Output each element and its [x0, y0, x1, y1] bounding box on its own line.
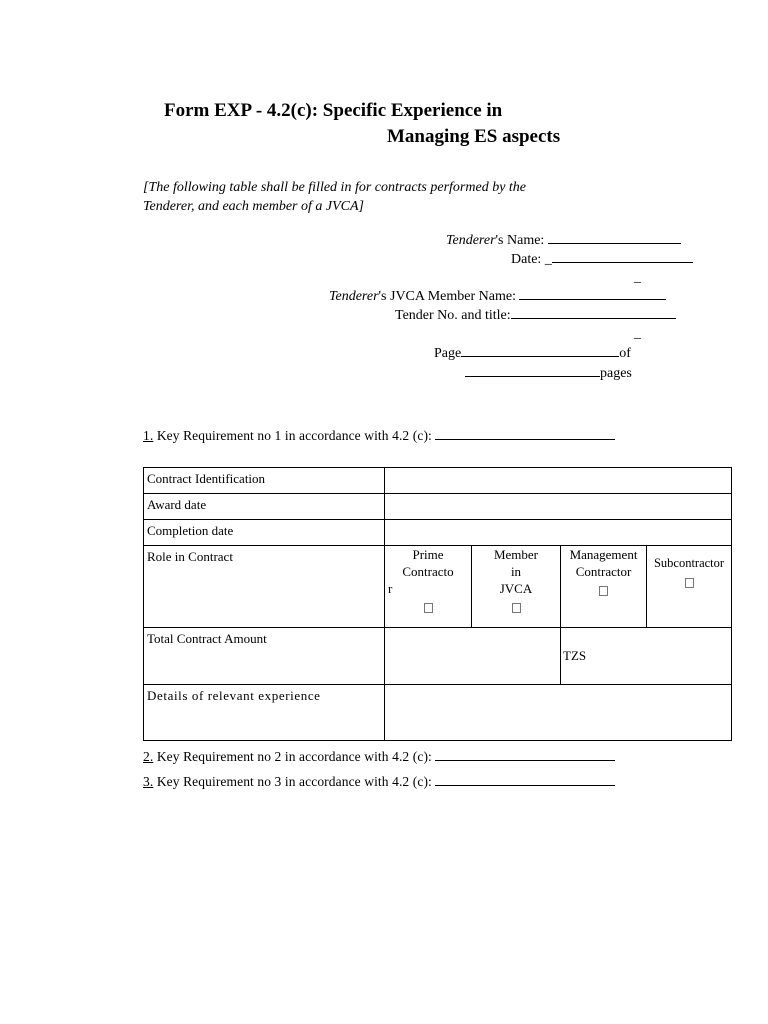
requirement-3-blank[interactable]: [435, 773, 615, 786]
jvca-tenderer-italic: Tenderer: [329, 289, 379, 304]
jvca-member-label: 's JVCA Member Name:: [378, 289, 516, 304]
requirement-1-blank[interactable]: [435, 427, 615, 440]
role-mgmt-line2: Contractor: [575, 564, 632, 579]
role-subcontractor[interactable]: [647, 546, 732, 628]
date-field: [511, 250, 693, 268]
tender-no-blank[interactable]: [511, 306, 676, 319]
award-date-label: Award date: [144, 494, 385, 520]
requirement-2-number: 2.: [143, 749, 154, 764]
date-prefix: _: [544, 252, 552, 267]
role-prime-line2: Contracto: [402, 564, 454, 579]
dash-1: _: [634, 270, 641, 285]
role-member-line2: in: [510, 564, 522, 579]
requirement-1: [143, 427, 615, 444]
table-row: [144, 520, 732, 546]
requirement-1-text: Key Requirement no 1 in accordance with 4.2 (c):: [156, 428, 432, 443]
table-row: [144, 494, 732, 520]
tenderer-name-field: [446, 231, 681, 249]
total-pages-blank[interactable]: [465, 364, 600, 377]
role-management-contractor[interactable]: [561, 546, 647, 628]
page-field: [434, 344, 631, 362]
total-amount-label: Total Contract Amount: [144, 628, 385, 685]
role-mgmt-line1: Management: [569, 547, 638, 562]
contract-id-label: Contract Identification: [144, 468, 385, 494]
role-prime-contractor[interactable]: [385, 546, 472, 628]
requirement-3-number: 3.: [143, 774, 154, 789]
member-checkbox[interactable]: [512, 603, 521, 613]
pages-field: [465, 364, 632, 382]
table-row: [144, 628, 732, 685]
of-label: of: [619, 346, 631, 361]
requirement-1-number: 1.: [143, 428, 154, 443]
role-member-line1: Member: [493, 547, 539, 562]
jvca-member-field: [329, 287, 666, 305]
form-title-line2: Managing ES aspects: [387, 126, 561, 147]
table-row: [144, 685, 732, 741]
completion-date-value[interactable]: [385, 520, 732, 546]
role-prime-line1: Prime: [412, 547, 444, 562]
date-blank[interactable]: [552, 250, 693, 263]
details-value[interactable]: [385, 685, 732, 741]
role-member-jvca[interactable]: [472, 546, 561, 628]
page-number-blank[interactable]: [461, 344, 619, 357]
dash-2: _: [634, 326, 641, 341]
requirement-2: [143, 748, 615, 765]
role-prime-line3: r: [388, 581, 393, 596]
form-title-line1: Form EXP - 4.2(c): Specific Experience in: [164, 100, 503, 121]
tenderer-name-label: 's Name:: [495, 233, 545, 248]
details-label: Details of relevant experience: [144, 685, 385, 741]
requirement-2-blank[interactable]: [435, 748, 615, 761]
requirement-2-text: Key Requirement no 2 in accordance with 4.2 (c):: [156, 749, 432, 764]
instruction-line2: Tenderer, and each member of a JVCA]: [143, 199, 364, 214]
management-checkbox[interactable]: [599, 586, 608, 596]
requirement-3: [143, 773, 615, 790]
instruction-line1: [The following table shall be filled in for contracts performed by the: [143, 180, 527, 195]
role-member-line3: JVCA: [499, 581, 533, 596]
tenderer-name-blank[interactable]: [548, 231, 681, 244]
prime-checkbox[interactable]: [424, 603, 433, 613]
award-date-value[interactable]: [385, 494, 732, 520]
currency-cell: [561, 628, 732, 685]
requirement-3-text: Key Requirement no 3 in accordance with 4.2 (c):: [156, 774, 432, 789]
total-amount-value[interactable]: [385, 628, 561, 685]
table-row: [144, 546, 732, 628]
role-label: Role in Contract: [144, 546, 385, 628]
jvca-member-blank[interactable]: [519, 287, 666, 300]
tenderer-name-italic: Tenderer: [446, 233, 496, 248]
tender-no-field: [395, 306, 676, 324]
page-label: Page: [434, 346, 462, 361]
pages-label: pages: [600, 366, 632, 381]
table-row: [144, 468, 732, 494]
experience-table: [143, 467, 732, 741]
tender-no-label: Tender No. and title:: [395, 308, 511, 323]
contract-id-value[interactable]: [385, 468, 732, 494]
role-sub-line1: Subcontractor: [653, 556, 725, 570]
currency-label: TZS: [563, 648, 587, 663]
date-label: Date:: [511, 252, 542, 267]
completion-date-label: Completion date: [144, 520, 385, 546]
subcontractor-checkbox[interactable]: [685, 578, 694, 588]
